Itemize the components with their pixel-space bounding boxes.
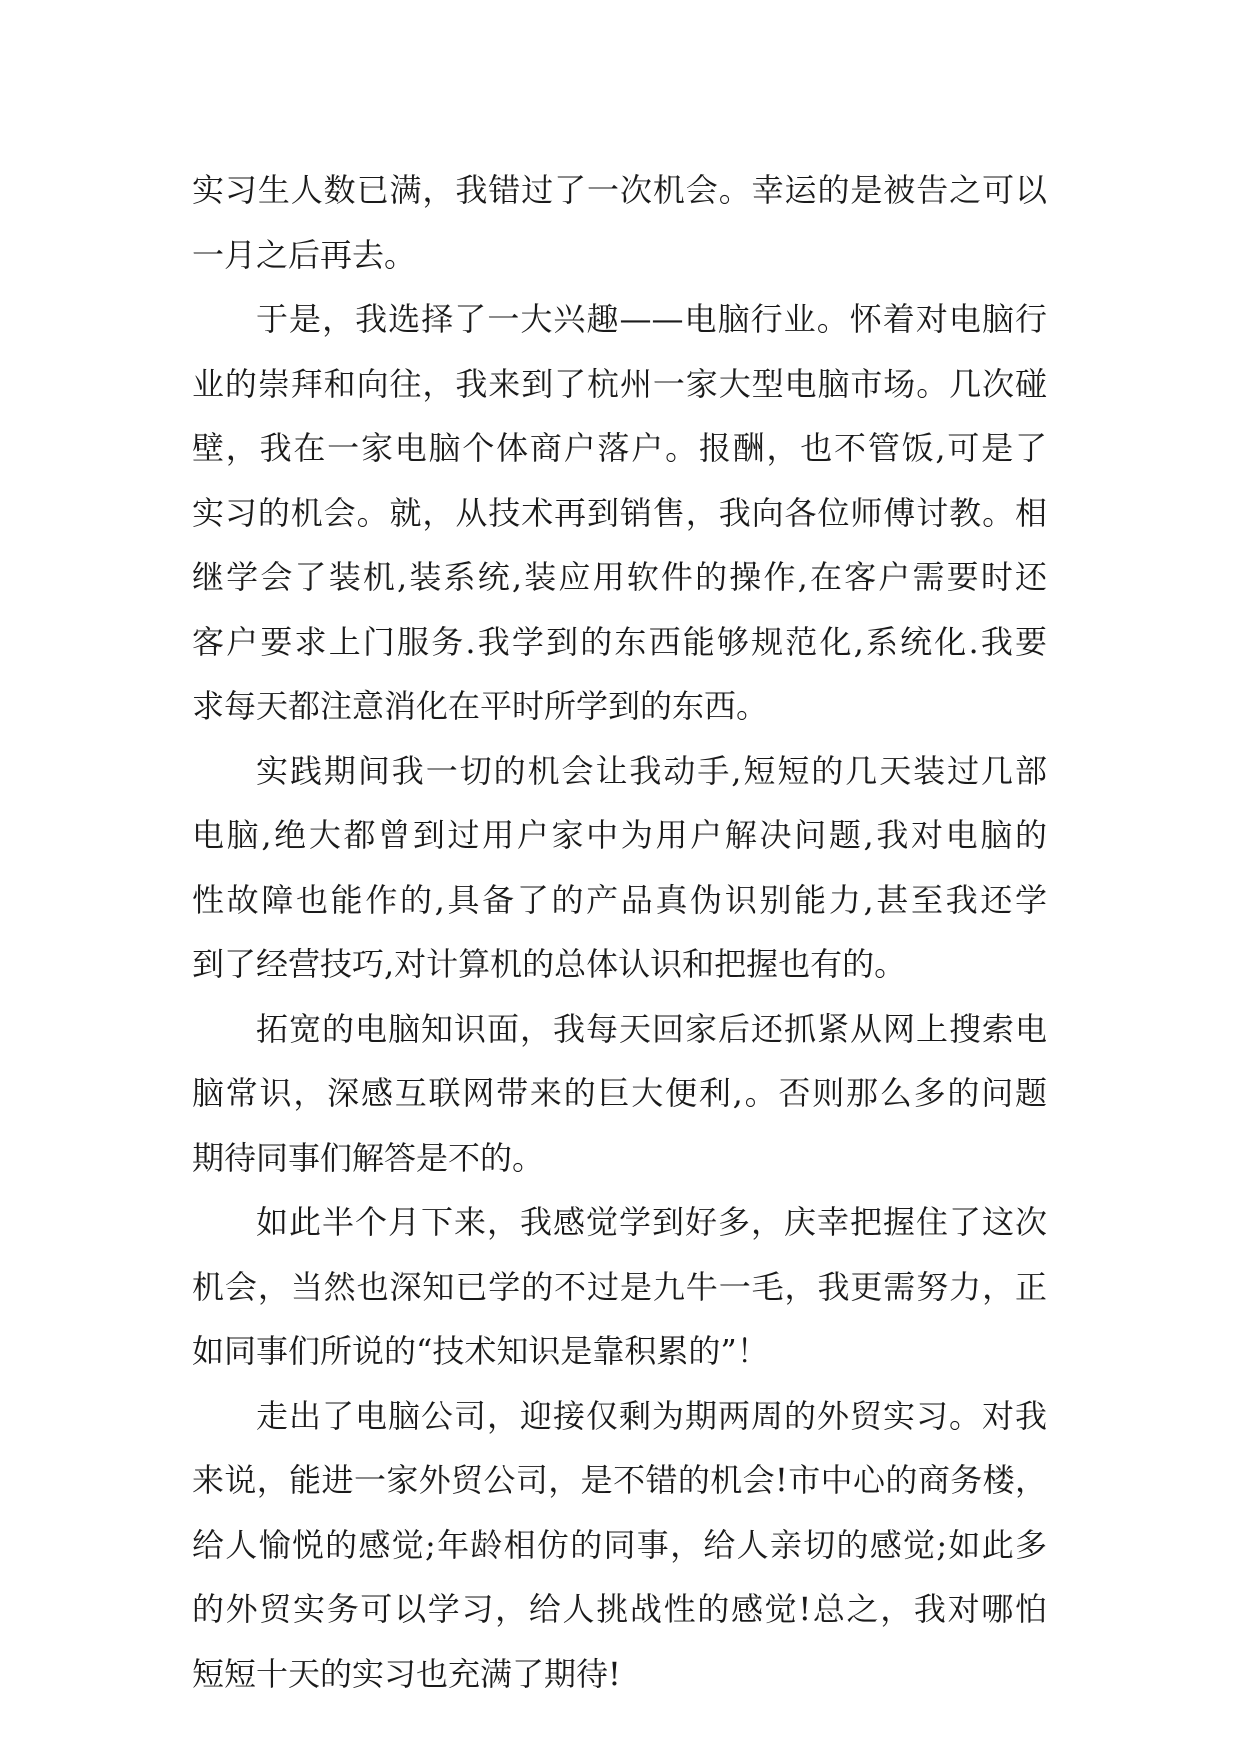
text-line: 如同事们所说的“技术知识是靠积累的”！ xyxy=(192,1332,769,1370)
text-line: 壁，我在一家电脑个体商户落户。报酬，也不管饭,可是了 xyxy=(192,429,1047,467)
text-line: 一月之后再去。 xyxy=(192,235,417,274)
text-line: 的外贸实务可以学习，给人挑战性的感觉!总之，我对哪怕 xyxy=(192,1590,1047,1628)
text-line: 走出了电脑公司，迎接仅剩为期两周的外贸实习。对我 xyxy=(256,1396,1047,1435)
text-line: 求每天都注意消化在平时所学到的东西。 xyxy=(192,687,769,725)
text-line: 拓宽的电脑知识面，我每天回家后还抓紧从网上搜索电 xyxy=(256,1009,1047,1048)
text-line: 客户要求上门服务.我学到的东西能够规范化,系统化.我要 xyxy=(192,622,1047,661)
text-line: 来说，能进一家外贸公司，是不错的机会!市中心的商务楼， xyxy=(192,1461,1047,1499)
text-line: 脑常识，深感互联网带来的巨大便利,。否则那么多的问题 xyxy=(192,1074,1047,1112)
text-line: 实习的机会。就，从技术再到销售，我向各位师傅讨教。相 xyxy=(192,493,1047,532)
text-line: 如此半个月下来，我感觉学到好多，庆幸把握住了这次 xyxy=(256,1203,1047,1241)
text-line: 短短十天的实习也充满了期待! xyxy=(192,1654,621,1693)
text-line: 机会，当然也深知已学的不过是九牛一毛，我更需努力，正 xyxy=(192,1267,1047,1306)
text-line: 给人愉悦的感觉;年龄相仿的同事，给人亲切的感觉;如此多 xyxy=(192,1525,1047,1564)
text-line: 到了经营技巧,对计算机的总体认识和把握也有的。 xyxy=(192,945,907,983)
text-line: 继学会了装机,装系统,装应用软件的操作,在客户需要时还 xyxy=(192,558,1047,596)
document-body xyxy=(192,158,1047,1706)
text-line: 电脑,绝大都曾到过用户家中为用户解决问题,我对电脑的 xyxy=(192,816,1047,854)
text-line: 业的崇拜和向往，我来到了杭州一家大型电脑市场。几次碰 xyxy=(192,364,1047,403)
text-line: 期待同事们解答是不的。 xyxy=(192,1138,545,1177)
text-line: 实践期间我一切的机会让我动手,短短的几天装过几部 xyxy=(256,751,1047,790)
text-line: 于是，我选择了一大兴趣——电脑行业。怀着对电脑行 xyxy=(256,300,1047,338)
text-line: 性故障也能作的,具备了的产品真伪识别能力,甚至我还学 xyxy=(192,880,1047,919)
text-line: 实习生人数已满，我错过了一次机会。幸运的是被告之可以 xyxy=(192,171,1047,209)
